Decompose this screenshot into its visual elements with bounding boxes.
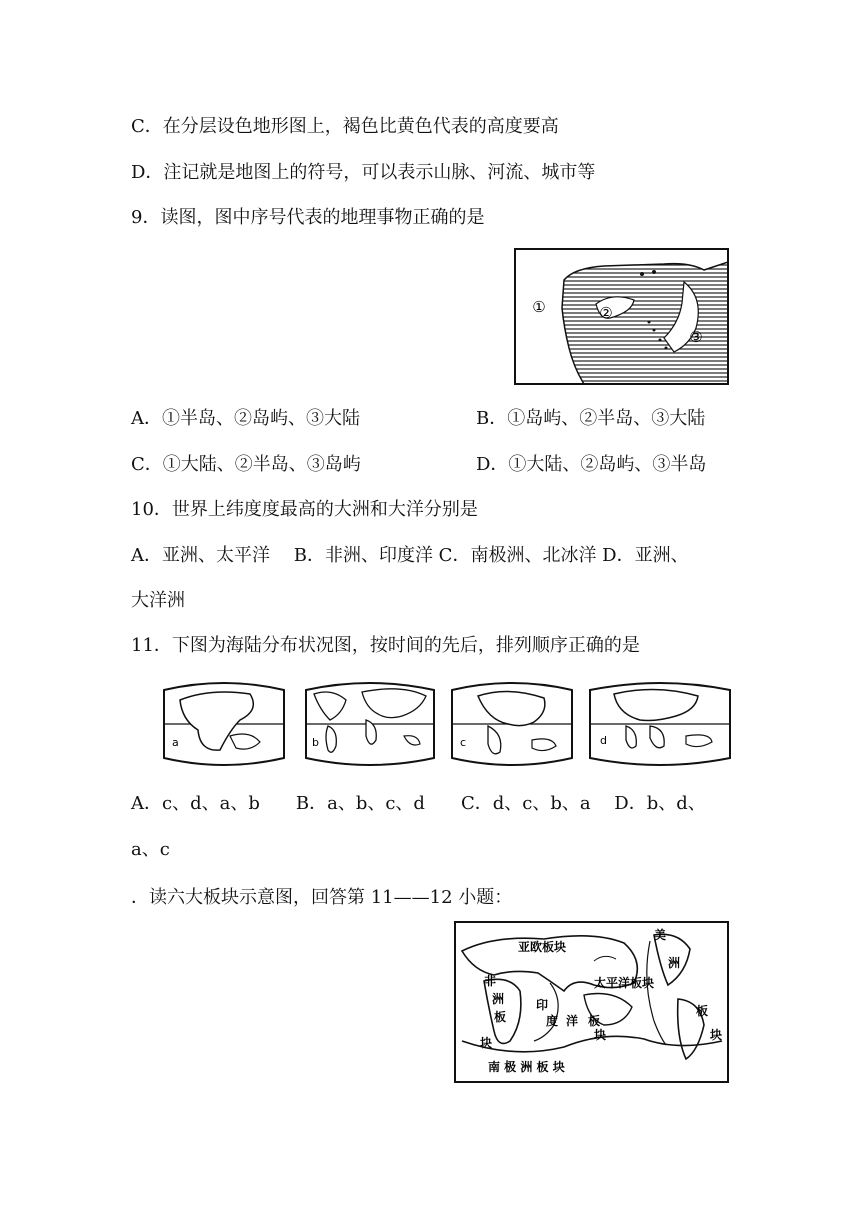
african-plate-label-4: 块 — [480, 1036, 493, 1050]
q11-stem: 11．下图为海陆分布状况图，按时间的先后，排列顺序正确的是 — [131, 635, 640, 656]
q11-options-line1: A．c、d、a、b B．a、b、c、d C．d、c、b、a D．b、d、 — [131, 793, 706, 814]
q10-options-line2: 大洋洲 — [131, 590, 185, 611]
plates-map-figure — [454, 921, 730, 1084]
q9-option-d: D．①大陆、②岛屿、③半岛 — [476, 454, 707, 475]
q11-label-d: d — [600, 734, 607, 747]
q11-continent-maps — [160, 680, 738, 768]
q10-options-line1: A．亚洲、太平洋 B．非洲、印度洋 C．南极洲、北冰洋 D．亚洲、 — [131, 545, 689, 566]
eurasian-plate-label: 亚欧板块 — [518, 940, 567, 954]
indian-plate-label-1: 印 — [536, 998, 549, 1012]
q11-label-a: a — [172, 736, 179, 749]
q11-label-c: c — [460, 736, 467, 749]
q9-label-1: ③ — [689, 328, 703, 346]
q9-option-a: A．①半岛、②岛屿、③大陆 — [131, 408, 360, 429]
indian-plate-label-3: 洋 — [566, 1014, 579, 1028]
q9-option-b: B．①岛屿、②半岛、③大陆 — [476, 408, 706, 429]
indian-plate-label-4: 板 — [588, 1014, 601, 1028]
q8-option-c: C．在分层设色地形图上，褐色比黄色代表的高度要高 — [131, 116, 559, 137]
american-plate-label-4: 块 — [710, 1028, 723, 1042]
q9-map-figure — [514, 248, 730, 386]
american-plate-label-3: 板 — [696, 1004, 709, 1018]
antarctic-plate-label: 南 极 洲 板 块 — [488, 1060, 565, 1074]
q10-stem: 10．世界上纬度度最高的大洲和大洋分别是 — [131, 499, 478, 520]
pacific-plate-label: 太平洋板块 — [594, 976, 655, 990]
q11-map-d — [590, 683, 730, 765]
q11-map-c — [452, 683, 572, 765]
q9-stem: 9．读图，图中序号代表的地理事物正确的是 — [131, 207, 485, 228]
q11-label-b: b — [312, 736, 319, 749]
q9-mainland — [562, 262, 728, 384]
q9-label-3: ① — [532, 298, 546, 316]
q9-option-c: C．①大陆、②半岛、③岛屿 — [131, 454, 361, 475]
q11-map-a — [164, 683, 284, 765]
american-plate-label-2: 洲 — [668, 956, 681, 970]
african-plate-label-3: 板 — [494, 1010, 507, 1024]
african-plate-label-2: 洲 — [492, 992, 505, 1006]
q8-option-d: D．注记就是地图上的符号，可以表示山脉、河流、城市等 — [131, 162, 596, 183]
q11-options-line2: a、c — [131, 839, 170, 860]
q9-label-2: ② — [599, 304, 613, 322]
q11-map-b — [306, 683, 434, 765]
indian-plate-label-5: 块 — [594, 1028, 607, 1042]
african-plate-label-1: 非 — [484, 974, 497, 988]
plates-stem: ．读六大板块示意图，回答第 11——12 小题： — [131, 887, 513, 908]
indian-plate-label-2: 度 — [546, 1014, 559, 1028]
american-plate-label-1: 美 — [654, 928, 667, 942]
